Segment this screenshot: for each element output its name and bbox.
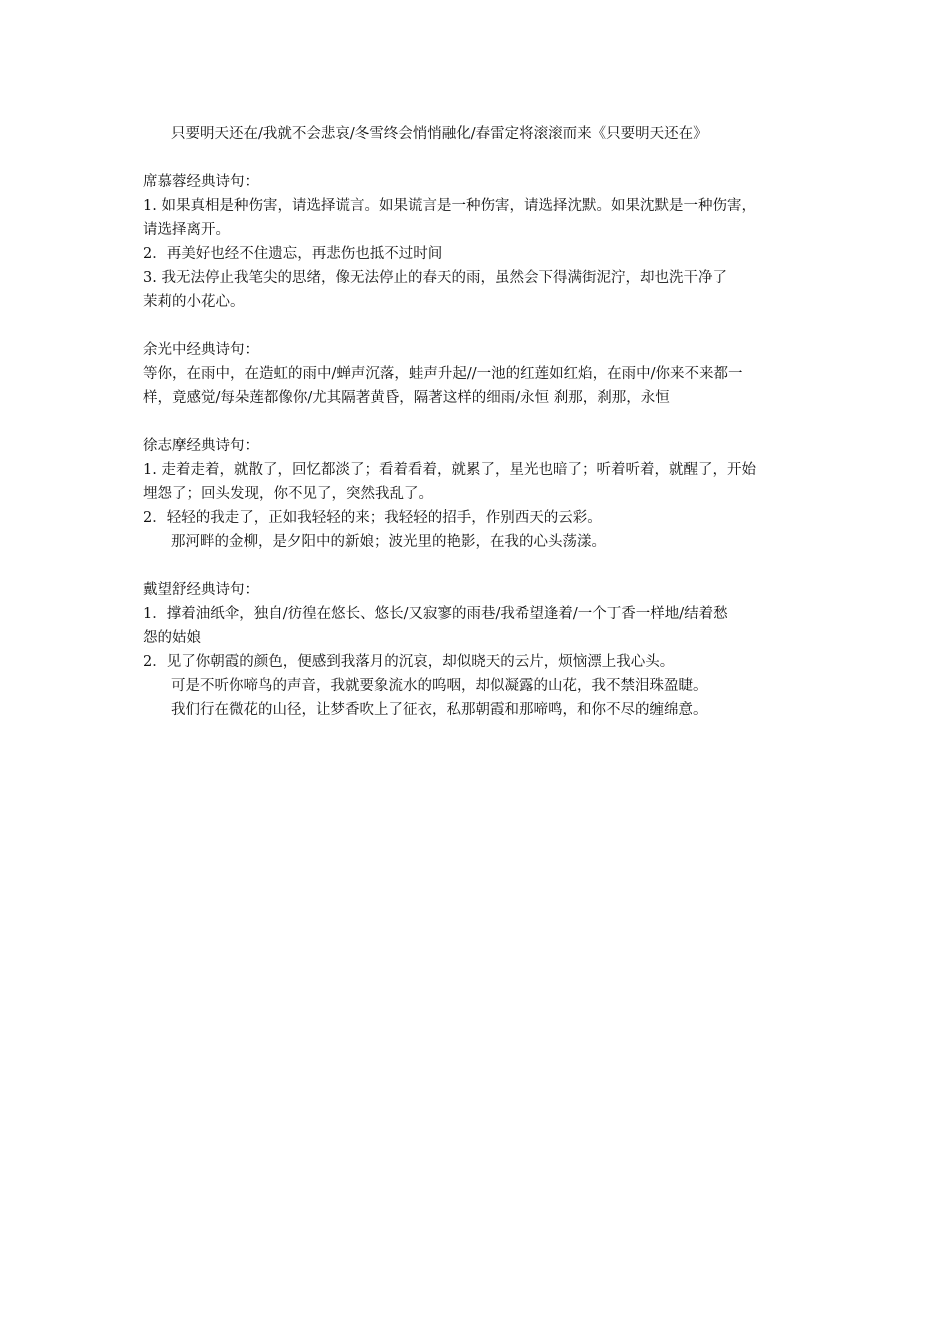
intro-line: 只要明天还在/我就不会悲哀/冬雪终会悄悄融化/春雷定将滚滚而来《只要明天还在》 bbox=[171, 126, 708, 142]
poem-line: 样，竟感觉/每朵莲都像你/尤其隔著黄昏，隔著这样的细雨/永恒 刹那，刹那，永恒 bbox=[143, 390, 670, 406]
section-xi-murong bbox=[143, 170, 823, 314]
section-title: 席慕蓉经典诗句： bbox=[143, 174, 259, 190]
poem-line: 埋怨了；回头发现，你不见了，突然我乱了。 bbox=[143, 486, 433, 502]
section-title: 余光中经典诗句： bbox=[143, 342, 259, 358]
poem-line: 2．轻轻的我走了，正如我轻轻的来；我轻轻的招手，作别西天的云彩。 bbox=[143, 510, 602, 526]
poem-line: 等你，在雨中，在造虹的雨中/蝉声沉落，蛙声升起//一池的红莲如红焰，在雨中/你来不来都一 bbox=[143, 366, 743, 382]
poem-line: 2．见了你朝霞的颜色，便感到我落月的沉哀，却似晓天的云片，烦恼漂上我心头。 bbox=[143, 654, 675, 670]
section-title: 戴望舒经典诗句： bbox=[143, 582, 259, 598]
poem-line: 茉莉的小花心。 bbox=[143, 294, 245, 310]
poem-line: 1. 走着走着，就散了，回忆都淡了；看着看着，就累了，星光也暗了；听着听着，就醒了，开始 bbox=[143, 462, 756, 478]
poem-line: 2．再美好也经不住遗忘，再悲伤也抵不过时间 bbox=[143, 246, 443, 262]
section-xu-zhimo bbox=[143, 434, 823, 554]
spacer bbox=[143, 410, 823, 434]
section-dai-wangshu bbox=[143, 578, 823, 722]
poem-line: 我们行在微花的山径，让梦香吹上了征衣，私那朝霞和那啼鸣，和你不尽的缠绵意。 bbox=[171, 702, 708, 718]
poem-line: 可是不听你啼鸟的声音，我就要象流水的呜咽，却似凝露的山花，我不禁泪珠盈睫。 bbox=[171, 678, 708, 694]
spacer bbox=[143, 554, 823, 578]
spacer bbox=[143, 314, 823, 338]
poem-line: 那河畔的金柳，是夕阳中的新娘；波光里的艳影，在我的心头荡漾。 bbox=[171, 534, 606, 550]
section-title: 徐志摩经典诗句： bbox=[143, 438, 259, 454]
poem-line: 1. 如果真相是种伤害，请选择谎言。如果谎言是一种伤害，请选择沈默。如果沈默是一种伤害， bbox=[143, 198, 756, 214]
spacer bbox=[143, 146, 823, 170]
poem-line: 怨的姑娘 bbox=[143, 630, 201, 646]
document-body bbox=[143, 122, 823, 722]
poem-line: 3. 我无法停止我笔尖的思绪，像无法停止的春天的雨，虽然会下得满街泥泞，却也洗干净了 bbox=[143, 270, 727, 286]
section-yu-guangzhong bbox=[143, 338, 823, 410]
poem-line: 1．撑着油纸伞，独自/彷徨在悠长、悠长/又寂寥的雨巷/我希望逢着/一个丁香一样地/结着愁 bbox=[143, 606, 728, 622]
poem-line: 请选择离开。 bbox=[143, 222, 230, 238]
